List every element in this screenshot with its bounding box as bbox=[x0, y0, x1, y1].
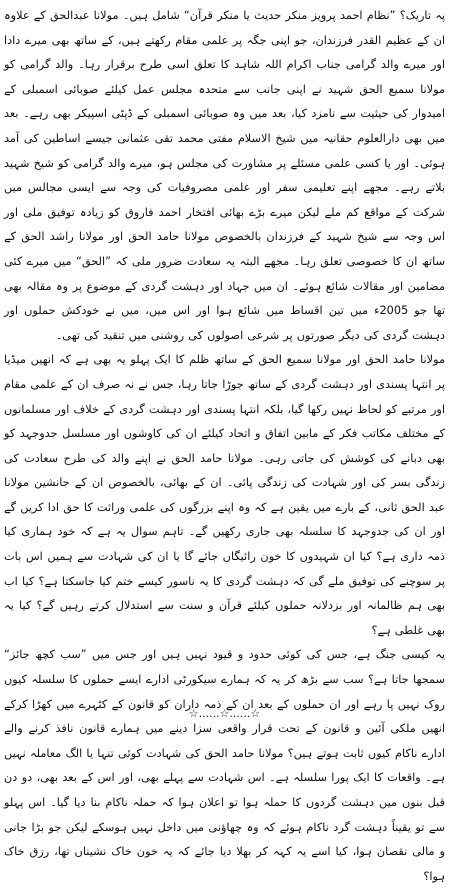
paragraph-3: یہ کیسی جنگ ہے، جس کی کوئی حدود و قیود نہیں ہیں اور جس میں ”سب کچھ جائز“ سمجھا جاتا ہے؟ سب سے بڑھ کر یہ کہ ہمارے سیکورٹی ادارے ایسے حملوں کا سلسلہ کیوں روک نہیں پا رہے اور ان حملوں کے بعد ان کے ذمہ داران کو قانون کے کٹہرے میں کھڑا کرکے انھیں ملکی آئین و قانون کے تحت قرار واقعی سزا دینے میں ہمارے قانون نافذ کرنے والے ادارے ناکام کیوں ثابت ہوتے ہیں؟ مولانا حامد الحق کی شہادت کوئی تنہا یا الگ معاملہ نہیں ہے۔ واقعات کا ایک پورا سلسلہ ہے۔ اس شہادت سے پہلے بھی، اور اس کے بعد بھی، دو دن قبل بنوں میں دہشت گردوں کا حملہ ہوا تو اعلان ہوا کہ حملہ ناکام بنا دیا گیا۔ اس پہلو سے تو یقیناً دہشت گرد ناکام ہوئے کہ وہ چھاؤنی میں داخل نہیں ہوسکے لیکن جو بڑا جانی و مالی نقصان ہوا، کیا اسے یہ کہہ کر بھلا دیا جائے کہ یہ خون خاک نشیناں تھا، رزق خاک ہوا؟ bbox=[4, 648, 445, 883]
paragraph-2: مولانا حامد الحق اور مولانا سمیع الحق کے ساتھ ظلم کا ایک پہلو یہ بھی ہے کہ انھیں میڈیا پر انتہا پسندی اور دہشت گردی کے ساتھ جوڑا جاتا رہا، جس نے نہ صرف ان کے علمی مقام اور مرتبے کو لحاظ نہیں رکھا گیا، بلکہ انتہا پسندی اور دہشت گردی کے خلاف اور مسلمانوں کے مختلف مکاتب فکر کے مابین اتفاق و اتحاد کیلئے ان کی کاوشوں اور مسلسل جدوجہد کو بھی دبانے کی کوشش کی جاتی رہی۔ مولانا حامد الحق نے اپنے والد کی طرح سعادت کی زندگی بسر کی اور شہادت کی زندگی پائی۔ ان کے بھائی، بالخصوص ان کے جانشین مولانا عبد الحق ثانی، کے بارے میں یقین ہے کہ وہ اپنے بزرگوں کی علمی وراثت کا حق ادا کریں گے اور ان کی جدوجہد کا سلسلہ بھی جاری رکھیں گے۔ تاہم سوال یہ ہے کہ خود ہماری کیا ذمہ داری ہے؟ کیا ان شہیدوں کا خون رائیگاں جائے گا یا ان کی شہادت سے ہمیں اس بات پر سوچنے کی توفیق ملے گی کہ دہشت گردی کا یہ ناسور کیسے ختم کیا جاسکتا ہے؟ کیا اب بھی ہم ظالمانہ اور بزدلانہ حملوں کیلئے قرآن و سنت سے استدلال کرتے رہیں گے؟ کیا یہ بھی غلطی ہے؟ bbox=[4, 353, 445, 637]
section-divider: ☆......☆......☆ bbox=[188, 707, 261, 720]
paragraph-1: پہ تاریک؟ ”نظام احمد پرویز منکر حدیث یا منکر قرآن“ شامل ہیں۔ مولانا عبدالحق کے علاوہ ان کے عظیم القدر فرزندان، جو اپنی جگہ پر علمی مقام رکھتے ہیں، کے ساتھ بھی میرے دادا اور میرے والد گرامی جناب اکرام اللہ شاہد کا تعلق اسی طرح برقرار رہا۔ والد گرامی کو مولانا سمیع الحق شہید نے اپنی جانب سے متحدہ مجلس عمل کیلئے صوبائی اسمبلی کے امیدوار کی حیثیت سے نامزد کیا، بعد میں وہ صوبائی اسمبلی کے ڈپٹی اسپیکر بھی رہے۔ بعد میں بھی دارالعلوم حقانیہ میں شیخ الاسلام مفتی محمد تقی عثمانی جیسے اساطین کی آمد ہوئی۔ اور یا کسی علمی مسئلے پر مشاورت کی مجلس ہو، میرے والد گرامی کو شیخ شہید بلاتے رہے۔ مجھے اپنے تعلیمی سفر اور علمی مصروفیات کی وجہ سے ایسی مجالس میں شرکت کے مواقع کم ملے لیکن میرے بڑے بھائی افتخار احمد فاروق کو زیادہ توفیق ملی اور اس وجہ سے شیخ شہید کے فرزندان بالخصوص مولانا حامد الحق اور مولانا راشد الحق کے ساتھ ان کا خصوصی تعلق رہا۔ مجھے البتہ یہ سعادت ضرور ملی کہ ”الحق“ میں میرے کئی مضامین اور مقالات شائع ہوئے۔ ان میں جہاد اور دہشت گردی کے موضوع پر وہ مقالہ بھی تھا جو 2005ء میں تین اقساط میں شائع ہوا اور اس میں، میں نے خودکش حملوں اور دہشت گردی کی دیگر صورتوں پر شرعی اصولوں کی روشنی میں تنقید کی تھی۔ bbox=[4, 9, 445, 342]
